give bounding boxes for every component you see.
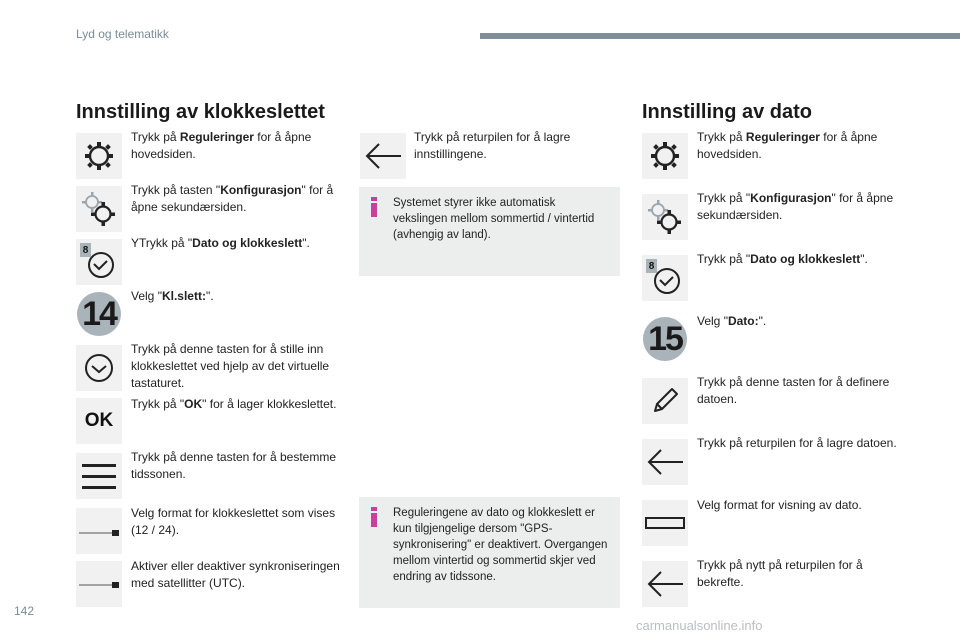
toggle-switch-icon (78, 574, 120, 594)
clock-step-7: Trykk på denne tasten for å bestemme tidssonen. (131, 450, 336, 481)
clock-step-8: Velg format for klokkeslettet som vises (12 / 24). (131, 506, 336, 537)
date-step-2: Trykk på "Konfigurasjon" for å åpne sekundærsiden. (697, 191, 894, 222)
back-arrow-icon (363, 139, 403, 173)
pencil-icon (648, 384, 682, 418)
chevron-down-circle-icon (82, 351, 116, 385)
date-section-title: Innstilling av dato (642, 101, 813, 123)
running-header: Lyd og telematikk (76, 27, 169, 41)
date-time-tile (642, 255, 688, 301)
format-toggle-tile (76, 508, 122, 554)
clock-step-3: YTrykk på "Dato og klokkeslett". (131, 236, 310, 250)
date-time-tile (76, 239, 122, 285)
date-step-4: Velg "Dato:". (697, 314, 767, 328)
toggle-switch-icon (78, 521, 120, 541)
config-gears-icon (79, 189, 119, 229)
config-gear-tile (642, 194, 688, 240)
back-arrow-tile (642, 561, 688, 607)
settings-gear-tile (642, 133, 688, 179)
clock-step-9: Aktiver eller deaktiver synkroniseringen med satellitter (UTC). (131, 559, 340, 590)
step-badge-14: 14 (77, 292, 121, 336)
info-note-gps-text: Reguleringene av dato og klokkeslett er kun tilgjengelige dersom "GPS-synkronisering" er deaktivert. Overgangen mellom vintertid og sommertid skjer ved endring av tidssone. (393, 507, 608, 583)
info-icon (371, 197, 377, 217)
settings-gear-tile (76, 133, 122, 179)
date-step-7: Velg format for visning av dato. (697, 498, 862, 512)
edit-date-tile (642, 378, 688, 424)
clock-step-4: Velg "Kl.slett:". (131, 289, 214, 303)
back-arrow-icon (645, 567, 685, 601)
info-note-gps (359, 497, 620, 608)
date-step-5: Trykk på denne tasten for å definere datoen. (697, 375, 890, 406)
list-icon (80, 459, 118, 493)
middle-step: Trykk på returpilen for å lagre innstillingene. (414, 130, 571, 161)
page-number: 142 (14, 604, 35, 618)
back-arrow-tile (642, 439, 688, 485)
keyboard-key-tile (76, 345, 122, 391)
config-gears-icon (645, 197, 685, 237)
ok-key-tile (76, 398, 122, 444)
info-note-dst-text: Systemet styrer ikke automatisk vekslingen mellom sommertid / vintertid (avhengig av land). (393, 197, 595, 241)
back-arrow-icon (645, 445, 685, 479)
date-step-6: Trykk på returpilen for å lagre datoen. (697, 436, 897, 450)
badge-8: 8 (80, 243, 91, 257)
clock-section-title: Innstilling av klokkeslettet (76, 101, 325, 123)
watermark: carmanualsonline.info (636, 618, 763, 633)
badge-8: 8 (646, 259, 657, 273)
clock-step-1: Trykk på Reguleringer for å åpne hovedsiden. (131, 130, 312, 161)
config-gear-tile (76, 186, 122, 232)
date-step-8: Trykk på nytt på returpilen for å bekrefte. (697, 558, 863, 589)
info-note-dst (359, 187, 620, 276)
date-step-1: Trykk på Reguleringer for å åpne hovedsiden. (697, 130, 878, 161)
header-bar (480, 33, 960, 39)
clock-step-2: Trykk på tasten "Konfigurasjon" for å åpne sekundærsiden. (131, 183, 334, 214)
clock-step-6: Trykk på "OK" for å lager klokkeslettet. (131, 397, 337, 411)
date-format-tile (642, 500, 688, 546)
date-step-3: Trykk på "Dato og klokkeslett". (697, 252, 868, 266)
ok-label: OK (84, 410, 114, 431)
back-arrow-tile (360, 133, 406, 179)
sync-toggle-tile (76, 561, 122, 607)
clock-step-5: Trykk på denne tasten for å stille inn klokkeslettet ved hjelp av det virtuelle tastaturet. (131, 342, 330, 390)
input-field-icon (644, 513, 686, 533)
gear-icon (82, 139, 116, 173)
info-icon (371, 507, 377, 527)
gear-icon (648, 139, 682, 173)
step-badge-15: 15 (643, 317, 687, 361)
timezone-key-tile (76, 453, 122, 499)
